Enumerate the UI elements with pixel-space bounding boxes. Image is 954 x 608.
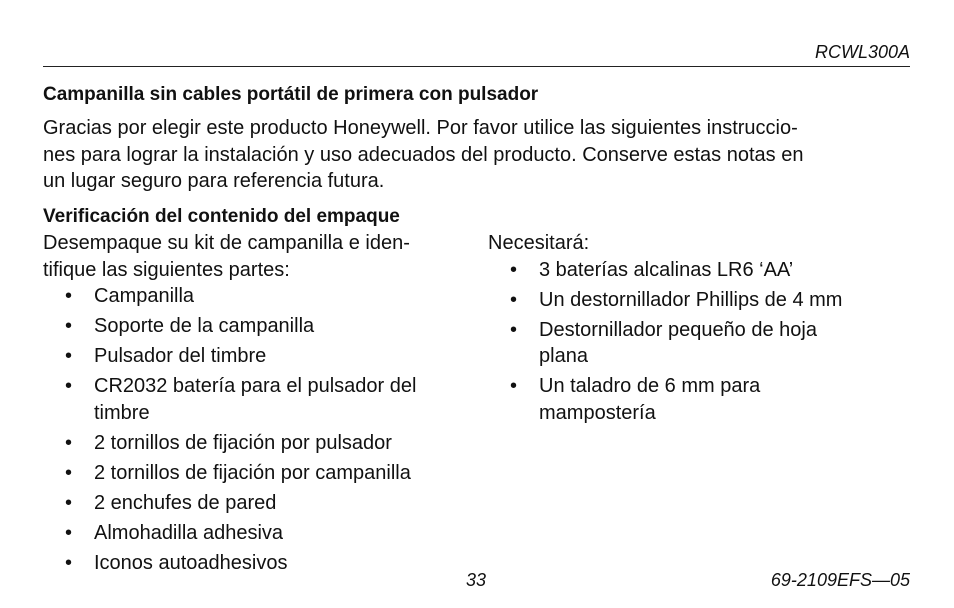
bullet-icon: • (65, 375, 73, 397)
list-item-line: Destornillador pequeño de hoja (539, 318, 817, 341)
list-item-line: Almohadilla adhesiva (94, 521, 284, 544)
intro-line: nes para lograr la instalación y uso adecuados del producto. Conserve estas notas en (43, 143, 804, 166)
list-item (43, 490, 483, 517)
list-item (43, 343, 483, 370)
page-number: 33 (466, 570, 487, 590)
list-item-line: Campanilla (94, 285, 195, 307)
bullet-icon: • (65, 551, 73, 574)
list-item-line: Un destornillador Phillips de 4 mm (539, 288, 843, 311)
list-item (43, 313, 483, 340)
requirements-list (488, 257, 918, 427)
list-item-line: 2 tornillos de fijación por pulsador (94, 431, 392, 454)
bullet-icon: • (65, 491, 73, 514)
list-item (488, 257, 918, 284)
header-rule (43, 66, 910, 67)
list-item-text (94, 550, 483, 577)
requirements-lead-line: Necesitará: (488, 232, 590, 254)
list-item-text (94, 313, 483, 340)
list-item (43, 520, 483, 547)
model-number: RCWL300A (814, 42, 910, 62)
list-item (43, 550, 483, 577)
requirements-lead (488, 230, 918, 257)
intro-line: Gracias por elegir este producto Honeywell. Por favor utilice las siguientes instruccio- (43, 117, 798, 139)
list-item (488, 317, 918, 370)
list-item (43, 460, 483, 487)
bullet-icon: • (65, 345, 73, 367)
bullet-icon: • (510, 258, 518, 281)
list-item-line: timbre (94, 401, 150, 424)
list-item-line: mampostería (539, 401, 656, 424)
list-item-line: Soporte de la campanilla (94, 315, 315, 337)
list-item-line: Pulsador del timbre (94, 345, 267, 367)
bullet-icon: • (65, 461, 73, 484)
list-item-text (94, 520, 483, 547)
list-item-text (539, 317, 918, 370)
list-item-line: 2 tornillos de fijación por campanilla (94, 461, 411, 484)
section-title: Verificación del contenido del empaque (43, 206, 400, 227)
bullet-icon: • (510, 375, 518, 397)
list-item-text (94, 373, 483, 426)
list-item-line: 3 baterías alcalinas LR6 ‘AA’ (539, 258, 794, 281)
list-item-line: Un taladro de 6 mm para (539, 375, 761, 397)
list-item (43, 283, 483, 310)
list-item-line: plana (539, 345, 588, 367)
bullet-icon: • (65, 431, 73, 454)
parts-column (43, 230, 483, 576)
list-item-line: CR2032 batería para el pulsador del (94, 375, 417, 397)
list-item-text (539, 373, 918, 426)
requirements-column (488, 230, 918, 426)
parts-list (43, 283, 483, 576)
list-item (488, 373, 918, 426)
parts-lead-line: Desempaque su kit de campanilla e iden- (43, 232, 410, 254)
list-item-text (94, 343, 483, 370)
list-item (43, 373, 483, 426)
bullet-icon: • (65, 521, 73, 544)
list-item-text (94, 283, 483, 310)
bullet-icon: • (65, 285, 73, 307)
list-item (488, 287, 918, 314)
bullet-icon: • (65, 315, 73, 337)
document-title: Campanilla sin cables portátil de primera con pulsador (43, 84, 539, 105)
list-item-text (94, 460, 483, 487)
list-item-text (94, 490, 483, 517)
list-item (43, 430, 483, 457)
list-item-text (539, 257, 918, 284)
list-item-text (94, 430, 483, 457)
bullet-icon: • (510, 288, 518, 311)
bullet-icon: • (510, 318, 518, 341)
parts-lead-line: tifique las siguientes partes: (43, 258, 290, 281)
list-item-text (539, 287, 918, 314)
list-item-line: Iconos autoadhesivos (94, 551, 288, 574)
list-item-line: 2 enchufes de pared (94, 491, 277, 514)
intro-line: un lugar seguro para referencia futura. (43, 170, 385, 192)
document-code: 69-2109EFS—05 (770, 570, 910, 590)
intro-paragraph (43, 115, 913, 195)
parts-lead (43, 230, 483, 283)
